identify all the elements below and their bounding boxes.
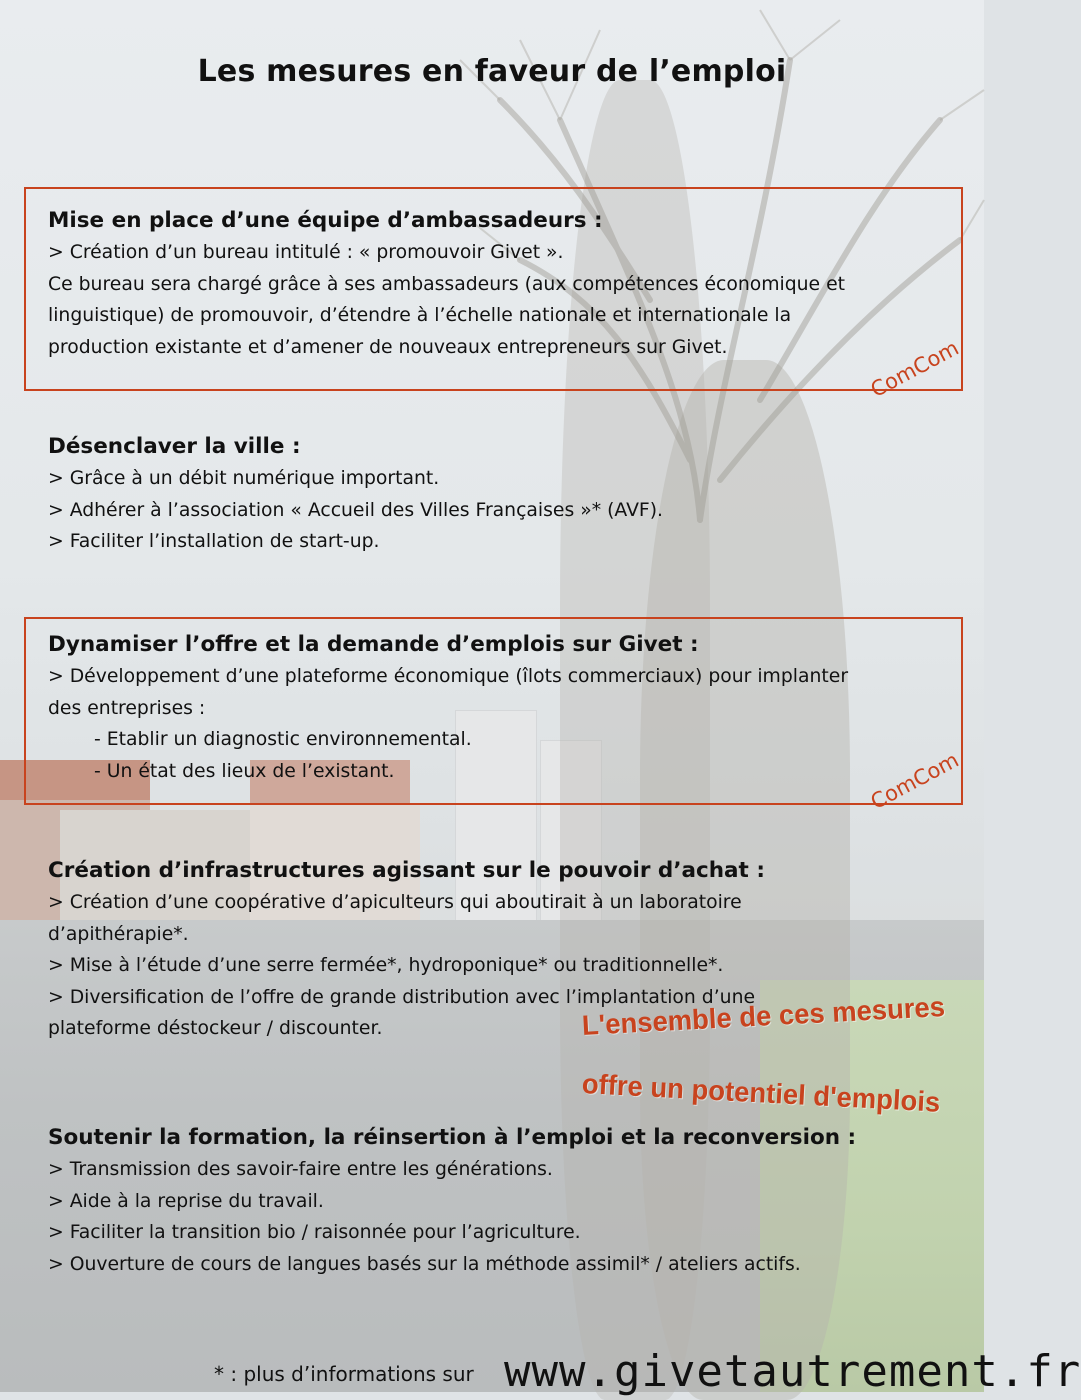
section-heading: Dynamiser l’offre et la demande d’emplois sur Givet :: [48, 632, 699, 657]
section-line: des entreprises :: [48, 697, 206, 719]
section-line: > Adhérer à l’association « Accueil des Villes Françaises »* (AVF).: [48, 499, 664, 521]
slogan-line-2: offre un potentiel d'emplois: [581, 1068, 942, 1118]
section-heading: Mise en place d’une équipe d’ambassadeurs :: [48, 208, 603, 233]
section-line: > Diversification de l’offre de grande distribution avec l’implantation d’une: [48, 986, 756, 1008]
section-ambassadeurs: [48, 208, 948, 363]
slogan-line-1: L'ensemble de ces mesures: [581, 991, 946, 1041]
section-heading: Création d’infrastructures agissant sur le pouvoir d’achat :: [48, 858, 765, 883]
section-line: > Développement d’une plateforme économique (îlots commerciaux) pour implanter: [48, 666, 849, 687]
section-line: linguistique) de promouvoir, d’étendre à l’échelle nationale et internationale la: [48, 305, 792, 326]
section-line: > Mise à l’étude d’une serre fermée*, hydroponique* ou traditionnelle*.: [48, 955, 724, 976]
section-formation: [48, 1125, 948, 1280]
section-sub-item: - Etablir un diagnostic environnemental.: [94, 729, 472, 750]
section-heading: Désenclaver la ville :: [48, 434, 301, 459]
section-line: > Faciliter l’installation de start-up.: [48, 531, 380, 552]
section-line: > Aide à la reprise du travail.: [48, 1190, 324, 1212]
section-line: > Faciliter la transition bio / raisonnée pour l’agriculture.: [48, 1222, 581, 1243]
section-desenclaver: [48, 434, 948, 558]
section-line: > Transmission des savoir-faire entre les générations.: [48, 1159, 553, 1180]
section-line: Ce bureau sera chargé grâce à ses ambassadeurs (aux compétences économique et: [48, 273, 845, 295]
footnote: * : plus d’informations sur: [214, 1362, 474, 1386]
section-line: plateforme déstockeur / discounter.: [48, 1018, 383, 1039]
section-line: d’apithérapie*.: [48, 923, 189, 945]
section-line: > Grâce à un débit numérique important.: [48, 468, 440, 489]
section-line: production existante et d’amener de nouveaux entrepreneurs sur Givet.: [48, 336, 728, 358]
section-line: > Création d’un bureau intitulé : « promouvoir Givet ».: [48, 242, 564, 263]
comcom-stamp: ComCom: [866, 747, 963, 814]
section-heading: Soutenir la formation, la réinsertion à l’emploi et la reconversion :: [48, 1125, 857, 1150]
section-dynamiser: [48, 632, 948, 787]
section-line: > Création d’une coopérative d’apiculteurs qui aboutirait à un laboratoire: [48, 892, 742, 913]
page-title: Les mesures en faveur de l’emploi: [197, 54, 787, 89]
section-line: > Ouverture de cours de langues basés sur la méthode assimil* / ateliers actifs.: [48, 1253, 801, 1275]
comcom-stamp: ComCom: [866, 335, 963, 402]
website-link[interactable]: www.givetautrement.fr: [504, 1346, 1081, 1397]
section-sub-item: - Un état des lieux de l’existant.: [94, 760, 395, 782]
